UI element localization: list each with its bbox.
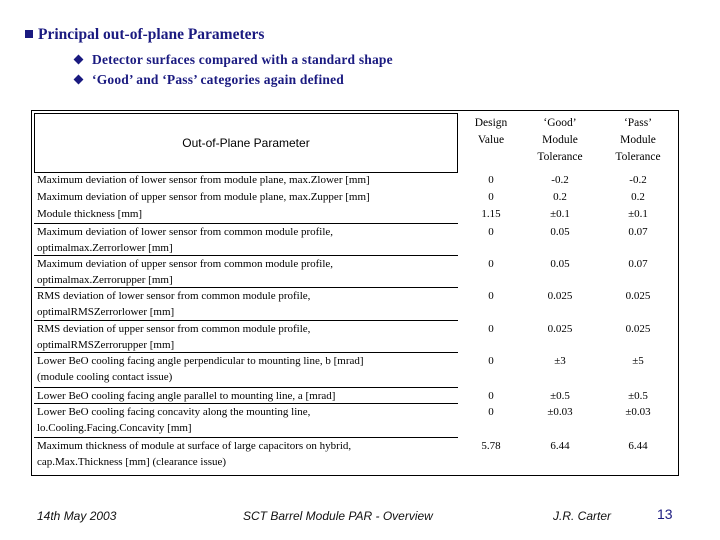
header-line: Tolerance xyxy=(615,151,661,163)
header-line: Module xyxy=(620,134,656,146)
header-line: Design xyxy=(474,117,508,129)
parameter-line: lo.Cooling.Facing.Concavity [mm] xyxy=(37,422,192,434)
table-cell-pass: 0.2 xyxy=(631,191,645,203)
table-cell-pass: 0.025 xyxy=(625,323,651,335)
table-cell-pass: ±0.1 xyxy=(628,208,648,220)
header-line: Tolerance xyxy=(537,151,583,163)
parameter-line: RMS deviation of lower sensor from common module profile, xyxy=(37,290,311,302)
table-cell-pass: 0.07 xyxy=(628,226,648,238)
bullet-item-1 xyxy=(92,52,393,68)
table-cell-pass: 0.07 xyxy=(628,258,648,270)
parameter-line: Maximum thickness of module at surface of large capacitors on hybrid, xyxy=(37,440,352,452)
table-cell-good: 0.05 xyxy=(550,258,570,270)
table-cell-design: 0 xyxy=(488,390,494,402)
table-cell-good: ±3 xyxy=(554,355,566,367)
table-cell-pass: ±0.5 xyxy=(628,390,648,402)
table-row-parameter xyxy=(37,206,457,222)
table-cell-pass: ±0.03 xyxy=(625,406,651,418)
diamond-bullet-icon xyxy=(74,75,84,85)
parameter-line: Lower BeO cooling facing concavity along the mounting line, xyxy=(37,406,311,418)
slide-title xyxy=(38,26,264,44)
square-bullet-icon xyxy=(25,30,33,38)
parameter-line: cap.Max.Thickness [mm] (clearance issue) xyxy=(37,456,227,468)
bullet-item-text: Detector surfaces compared with a standard shape xyxy=(92,52,393,67)
table-row-parameter xyxy=(37,404,457,436)
parameter-line: Maximum deviation of upper sensor from common module profile, xyxy=(37,258,334,270)
header-line: Value xyxy=(477,134,505,146)
table-cell-good: 0.025 xyxy=(547,323,573,335)
header-parameter-text: Out-of-Plane Parameter xyxy=(182,136,310,150)
parameter-line: Lower BeO cooling facing angle parallel to mounting line, a [mrad] xyxy=(37,390,336,402)
bullet-item-text: ‘Good’ and ‘Pass’ categories again defined xyxy=(92,72,345,87)
parameters-table xyxy=(31,110,679,476)
table-cell-good: -0.2 xyxy=(551,174,569,186)
table-cell-good: ±0.1 xyxy=(550,208,570,220)
parameter-line: Maximum deviation of upper sensor from module plane, max.Zupper [mm] xyxy=(37,191,370,203)
table-cell-design: 0 xyxy=(488,191,494,203)
table-cell-design: 1.15 xyxy=(481,208,501,220)
table-cell-pass: 0.025 xyxy=(625,290,651,302)
table-cell-good: 6.44 xyxy=(550,440,570,452)
table-row-parameter xyxy=(37,172,457,188)
table-cell-good: 0.05 xyxy=(550,226,570,238)
footer-title: SCT Barrel Module PAR - Overview xyxy=(243,509,433,523)
slide-title-text: Principal out-of-plane Parameters xyxy=(38,26,265,43)
table-cell-design: 0 xyxy=(488,290,494,302)
table-row-parameter xyxy=(37,224,457,256)
header-pass-tolerance xyxy=(600,115,676,166)
table-cell-good: 0.025 xyxy=(547,290,573,302)
diamond-bullet-icon xyxy=(74,55,84,65)
parameter-line: RMS deviation of upper sensor from common module profile, xyxy=(37,323,311,335)
table-cell-pass: -0.2 xyxy=(629,174,647,186)
table-cell-pass: ±5 xyxy=(632,355,644,367)
bullet-item-2 xyxy=(92,72,344,88)
table-row-parameter xyxy=(37,353,457,385)
parameter-line: optimalmax.Zerrorupper [mm] xyxy=(37,274,173,286)
parameter-line: Module thickness [mm] xyxy=(37,208,143,220)
table-cell-good: 0.2 xyxy=(553,191,567,203)
table-row-parameter xyxy=(37,388,457,404)
table-cell-design: 5.78 xyxy=(481,440,501,452)
table-row-parameter xyxy=(37,256,457,288)
table-row-parameter xyxy=(37,189,457,205)
table-cell-design: 0 xyxy=(488,258,494,270)
parameter-line: Maximum deviation of lower sensor from common module profile, xyxy=(37,226,334,238)
table-row-parameter xyxy=(37,288,457,320)
table-cell-pass: 6.44 xyxy=(628,440,648,452)
header-line: ‘Good’ xyxy=(543,117,577,129)
table-cell-design: 0 xyxy=(488,226,494,238)
parameter-line: Lower BeO cooling facing angle perpendicular to mounting line, b [mrad] xyxy=(37,355,364,367)
header-design-value xyxy=(462,115,520,149)
header-line: ‘Pass’ xyxy=(623,117,653,129)
parameter-line: Maximum deviation of lower sensor from module plane, max.Zlower [mm] xyxy=(37,174,370,186)
table-cell-design: 0 xyxy=(488,174,494,186)
parameter-line: optimalRMSZerrorlower [mm] xyxy=(37,306,175,318)
table-row-parameter xyxy=(37,438,457,470)
parameter-line: optimalmax.Zerrorlower [mm] xyxy=(37,242,173,254)
table-cell-good: ±0.5 xyxy=(550,390,570,402)
table-cell-good: ±0.03 xyxy=(547,406,573,418)
footer-date: 14th May 2003 xyxy=(37,509,117,523)
header-good-tolerance xyxy=(522,115,598,166)
header-parameter xyxy=(34,113,458,173)
footer-author: J.R. Carter xyxy=(553,509,612,523)
table-cell-design: 0 xyxy=(488,323,494,335)
parameter-line: optimalRMSZerrorupper [mm] xyxy=(37,339,175,351)
table-row-parameter xyxy=(37,321,457,353)
page-number: 13 xyxy=(657,506,673,522)
parameter-line: (module cooling contact issue) xyxy=(37,371,173,383)
header-line: Module xyxy=(542,134,578,146)
table-cell-design: 0 xyxy=(488,355,494,367)
table-cell-design: 0 xyxy=(488,406,494,418)
